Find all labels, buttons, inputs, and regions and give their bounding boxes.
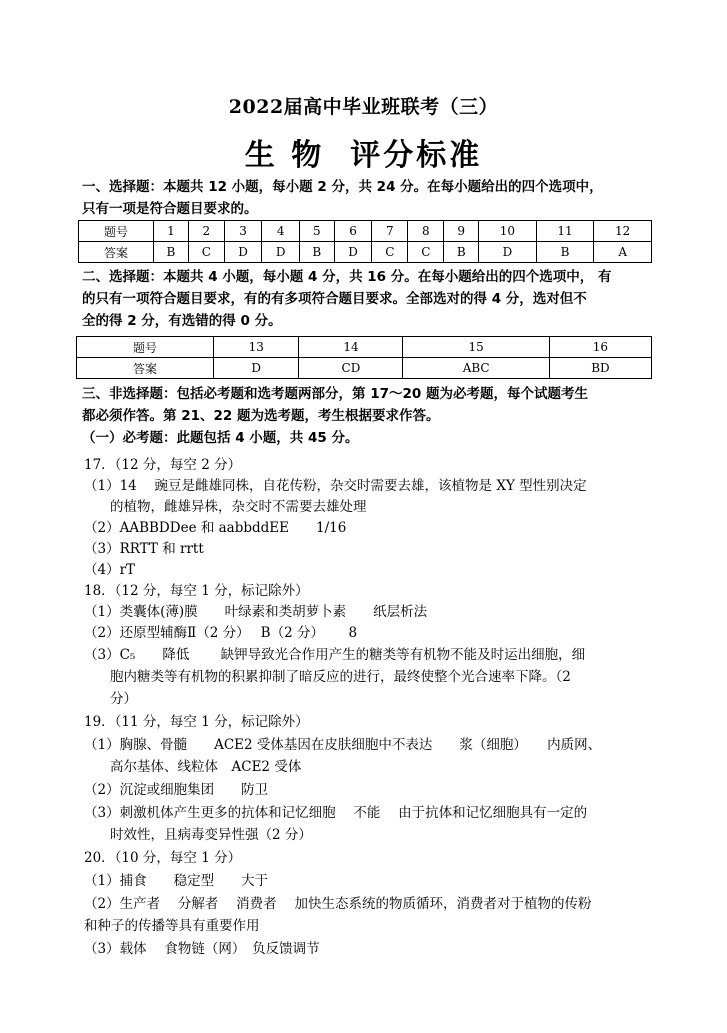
table-label-answer: 答案 — [77, 358, 214, 379]
part1-heading-line2: 只有一项是符合题目要求的。 — [82, 201, 258, 217]
table-cell: B — [444, 242, 479, 263]
table-cell: D — [479, 242, 537, 263]
table-cell: D — [334, 242, 372, 263]
table-cell: B — [536, 242, 594, 263]
part1-answer-table — [78, 220, 652, 263]
answer-line: 胞内糖类等有机物的积累抑制了暗反应的进行，最终使整个光合速率下降。（2 — [110, 669, 571, 685]
table-cell: 10 — [479, 221, 537, 242]
q20-header: 20．（10 分，每空 1 分） — [84, 850, 242, 866]
exam-title: 2022届高中毕业班联考（三） — [228, 96, 499, 118]
answer-line: （2）AABBDDee 和 aabbddEE 1/16 — [84, 520, 347, 536]
part3-heading-line1: 三、非选择题：包括必考题和选考题两部分，第 17～20 题为必考题，每个试题考生 — [82, 386, 588, 402]
part1-heading — [82, 176, 648, 220]
subject-name: 生 物 — [244, 138, 325, 173]
table-cell: 16 — [549, 337, 651, 358]
table-cell: 4 — [262, 221, 300, 242]
table-cell: 11 — [536, 221, 594, 242]
answer-line: （4）rT — [84, 562, 136, 578]
table-cell: B — [154, 242, 189, 263]
answer-line: （1）捕食 稳定型 大于 — [84, 873, 269, 889]
answer-line: 高尔基体、线粒体 ACE2 受体 — [110, 759, 302, 775]
part2-heading-line3: 全的得 2 分，有选错的得 0 分。 — [82, 313, 282, 329]
answer-line: （3）RRTT 和 rrtt — [84, 541, 204, 557]
table-cell: 7 — [372, 221, 408, 242]
table-cell: ABC — [403, 358, 549, 379]
part2-answer-row — [77, 358, 652, 379]
table-cell: C — [188, 242, 224, 263]
answer-line: （1）类囊体(薄)膜 叶绿素和类胡萝卜素 纸层析法 — [84, 604, 428, 620]
answer-line: （3）刺激机体产生更多的抗体和记忆细胞 不能 由于抗体和记忆细胞具有一定的 — [84, 805, 588, 821]
table-cell: 14 — [299, 337, 403, 358]
answer-line: （2）沉淀或细胞集团 防卫 — [84, 782, 269, 798]
table-cell: D — [262, 242, 300, 263]
table-cell: 3 — [224, 221, 262, 242]
table-cell: 2 — [188, 221, 224, 242]
table-cell: 13 — [214, 337, 299, 358]
table-cell: D — [224, 242, 262, 263]
part2-number-row — [77, 337, 652, 358]
table-cell: 5 — [299, 221, 334, 242]
answer-line: 的植物，雌雄异株，杂交时不需要去雄处理 — [110, 499, 367, 515]
table-cell: A — [594, 242, 652, 263]
part2-heading — [82, 266, 652, 332]
table-cell: C — [408, 242, 444, 263]
table-cell: BD — [549, 358, 651, 379]
q19-header: 19．（11 分，每空 1 分，标记除外） — [84, 714, 309, 730]
part2-answer-table — [76, 336, 652, 379]
table-cell: D — [214, 358, 299, 379]
scoring-standard-label: 评分标准 — [350, 138, 483, 173]
answer-line: （1）14 豌豆是雌雄同株，自花传粉，杂交时需要去雄，该植物是 XY 型性别决定 — [84, 478, 587, 494]
q18-header: 18．（12 分，每空 1 分，标记除外） — [84, 583, 309, 599]
part1-answer-row — [79, 242, 652, 263]
part3-heading — [82, 383, 648, 449]
subject-title — [0, 130, 727, 174]
part1-number-row — [79, 221, 652, 242]
part1-heading-line1: 一、选择题：本题共 12 小题，每小题 2 分，共 24 分。在每小题给出的四个选项中， — [82, 179, 603, 195]
answer-line: （1）胸腺、骨髓 ACE2 受体基因在皮肤细胞中不表达 浆（细胞） 内质网、 — [84, 737, 602, 753]
table-label-question: 题号 — [77, 337, 214, 358]
table-cell: CD — [299, 358, 403, 379]
part3-subheading: （一）必考题：此题包括 4 小题，共 45 分。 — [82, 430, 359, 446]
answer-line: （2）还原型辅酶Ⅱ（2 分） B（2 分） 8 — [84, 625, 358, 641]
part2-heading-line1: 二、选择题：本题共 4 小题，每小题 4 分，共 16 分。在每小题给出的四个选项中， 有 — [82, 269, 612, 285]
table-cell: B — [299, 242, 334, 263]
q17-header: 17．（12 分，每空 2 分） — [84, 457, 242, 473]
table-label-question: 题号 — [79, 221, 154, 242]
answer-line: （3）载体 食物链（网） 负反馈调节 — [84, 941, 320, 957]
table-cell: 6 — [334, 221, 372, 242]
table-label-answer: 答案 — [79, 242, 154, 263]
table-cell: 1 — [154, 221, 189, 242]
answer-line: 分） — [110, 691, 137, 707]
table-cell: 9 — [444, 221, 479, 242]
answer-line: 时效性，且病毒变异性强（2 分） — [110, 827, 312, 843]
part3-heading-line2: 都必须作答。第 21、22 题为选考题，考生根据要求作答。 — [82, 408, 440, 424]
answer-line: （3）C₅ 降低 缺钾导致光合作用产生的糖类等有机物不能及时运出细胞，细 — [84, 647, 586, 663]
table-cell: 8 — [408, 221, 444, 242]
part2-heading-line2: 的只有一项符合题目要求，有的有多项符合题目要求。全部选对的得 4 分，选对但不 — [82, 291, 587, 307]
table-cell: 12 — [594, 221, 652, 242]
answer-line: （2）生产者 分解者 消费者 加快生态系统的物质循环，消费者对于植物的传粉 — [84, 896, 592, 912]
table-cell: C — [372, 242, 408, 263]
table-cell: 15 — [403, 337, 549, 358]
answer-line: 和种子的传播等具有重要作用 — [84, 918, 260, 934]
